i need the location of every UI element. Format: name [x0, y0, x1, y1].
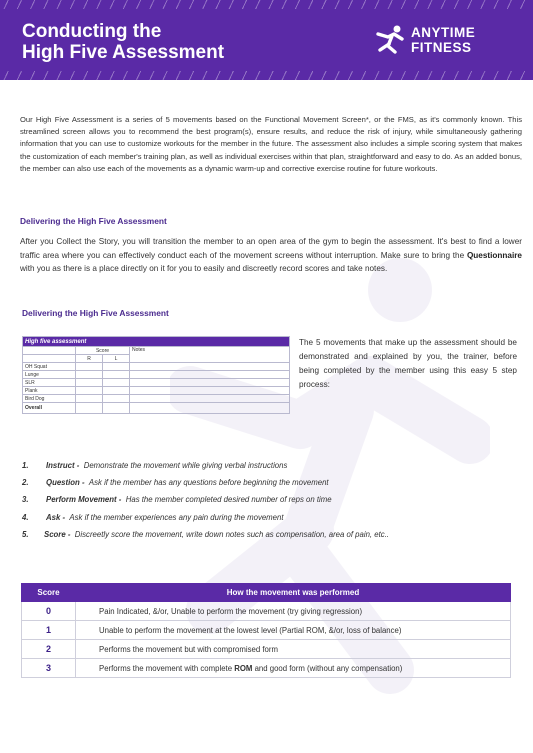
brand-logo — [375, 24, 515, 58]
header-stripe-bottom — [0, 71, 533, 80]
right-side-header: R — [76, 355, 103, 363]
title-line-2: High Five Assessment — [22, 42, 225, 63]
form-row-label: OH Squat — [23, 363, 76, 371]
score-value: 3 — [22, 659, 76, 678]
form-row-label: Plank — [23, 387, 76, 395]
section-1-paragraph: After you Collect the Story, you will transition the member to an open area of the gym to begin the assessment. It's best to find a lower traffic area where you can effectively conduct each of the movement screens without interruption. Make sure to bring the Questionnaire with you as there is a place directly on it for you to easily and discreetly record scores and take notes. — [20, 237, 522, 274]
description-column-header: How the movement was performed — [76, 584, 511, 602]
form-row-label: Lunge — [23, 371, 76, 379]
intro-paragraph: Our High Five Assessment is a series of 5 movements based on the Functional Movement Screen*, or the FMS, as it's commonly known. This streamlined screen allows you to recommend the best program(s), ensure results, and reduce the risk of injury, while simultaneously gathering information that you can use to customize workouts for the member in the future. The assessment also includes a simple scoring system that makes the customization of each member's training plan, as well as individual exercises within that plan, straightforward and easy to do. As an added bonus, the member can also use each of the movements as a dynamic warm-up and corrective exercise routine for future workouts. — [20, 115, 522, 173]
score-description: Unable to perform the movement at the lowest level (Partial ROM, &/or, loss of balance) — [76, 621, 511, 640]
section-heading-1: Delivering the High Five Assessment — [20, 216, 167, 226]
section-heading-2: Delivering the High Five Assessment — [22, 308, 169, 318]
running-man-icon — [375, 24, 409, 58]
step-item: 2. Question - Ask if the member has any questions before beginning the movement — [22, 478, 329, 487]
header-stripe-top — [0, 0, 533, 9]
page-title — [22, 21, 224, 63]
form-row-label: Overall — [23, 403, 76, 414]
high-five-assessment-form — [22, 336, 290, 414]
logo-text-anytime: ANYTIME — [411, 25, 476, 40]
score-description: Performs the movement but with compromised form — [76, 640, 511, 659]
score-value: 0 — [22, 602, 76, 621]
left-side-header: L — [103, 355, 130, 363]
score-value: 1 — [22, 621, 76, 640]
notes-header: Notes — [130, 347, 290, 363]
side-paragraph: The 5 movements that make up the assessment should be demonstrated and explained by you, the trainer, before being completed by the member using this easy 5 step process: — [299, 338, 517, 389]
step-item: 3. Perform Movement - Has the member completed desired number of reps on time — [22, 495, 332, 504]
page-header — [0, 0, 533, 80]
score-value: 2 — [22, 640, 76, 659]
step-item: 5. Score - Discreetly score the movement, write down notes such as compensation, area of pain, etc.. — [22, 530, 389, 539]
form-title: High five assessment — [23, 337, 290, 347]
table-row — [22, 640, 511, 659]
form-row-label: SLR — [23, 379, 76, 387]
step-item: 1. Instruct - Demonstrate the movement while giving verbal instructions — [22, 461, 288, 470]
table-row — [22, 659, 511, 678]
title-line-1: Conducting the — [22, 21, 162, 42]
table-row — [22, 602, 511, 621]
scoring-table — [21, 583, 511, 678]
questionnaire-bold: Questionnaire — [466, 250, 522, 260]
logo-text-fitness: FITNESS — [411, 40, 472, 55]
table-row — [22, 621, 511, 640]
form-row-label: Bird Dog — [23, 395, 76, 403]
score-description: Performs the movement with complete ROM and good form (without any compensation) — [76, 659, 511, 678]
score-description: Pain Indicated, &/or, Unable to perform the movement (try giving regression) — [76, 602, 511, 621]
score-header: Score — [76, 347, 130, 355]
step-item: 4. Ask - Ask if the member experiences any pain during the movement — [22, 513, 284, 522]
score-column-header: Score — [22, 584, 76, 602]
